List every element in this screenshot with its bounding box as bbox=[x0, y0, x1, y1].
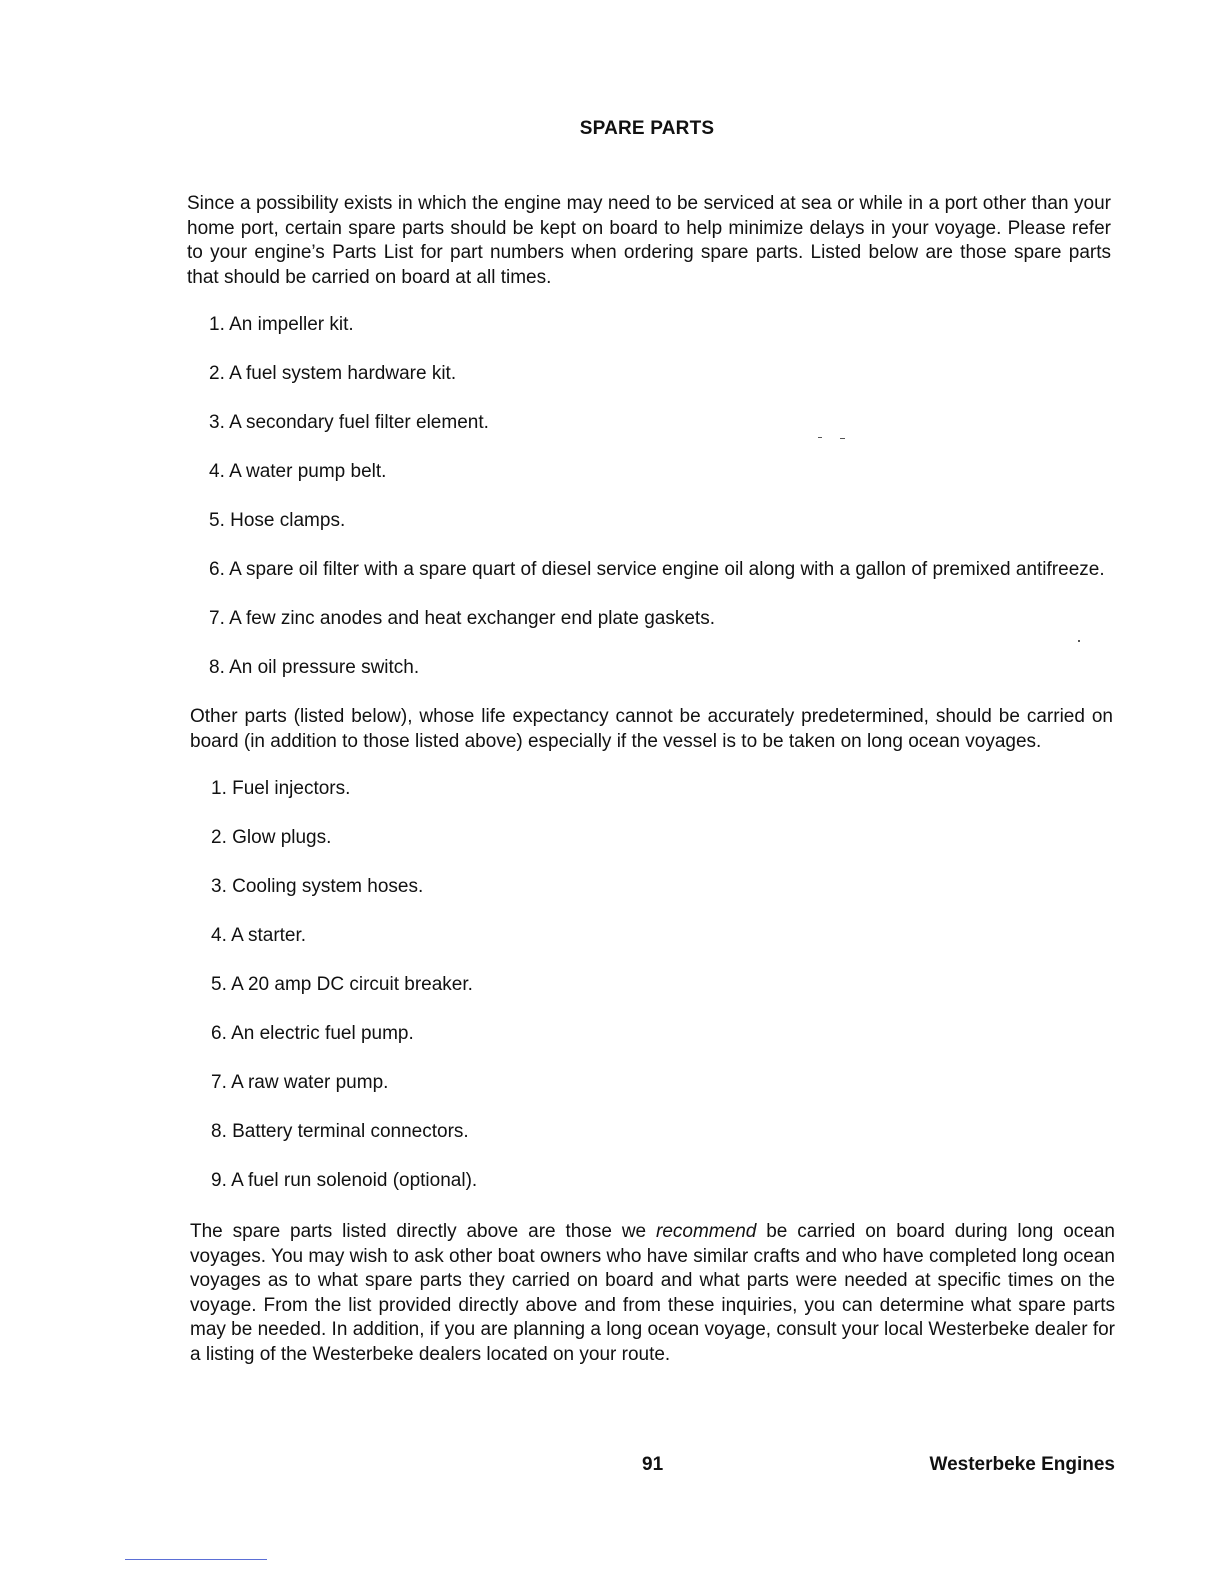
list-item: 7. A raw water pump. bbox=[211, 1072, 389, 1093]
other-parts-paragraph: Other parts (listed below), whose life expectancy cannot be accurately predetermined, should be carried on board (in addition to those listed above) especially if the vessel is to be taken on long ocean voyages. bbox=[190, 706, 1113, 752]
list-item: 7. A few zinc anodes and heat exchanger end plate gaskets. bbox=[209, 608, 715, 629]
closing-text-start: The spare parts listed directly above are those we bbox=[190, 1221, 657, 1242]
list-item: 2. A fuel system hardware kit. bbox=[209, 363, 457, 384]
page-title: SPARE PARTS bbox=[579, 118, 715, 139]
closing-paragraph bbox=[190, 1220, 1115, 1368]
list-item: 1. An impeller kit. bbox=[209, 314, 354, 335]
closing-text-end: be carried on board during long ocean voyages. You may wish to ask other boat owners who have similar crafts and who have completed long ocean voyages as to what spare parts they carried on board and what parts were needed at specific times on the voyage. From the list provided directly above and from these inquiries, you can determine what spare parts may be needed. In addition, if you are planning a long ocean voyage, consult your local Westerbeke dealer for a listing of the Westerbeke dealers located on your route. bbox=[190, 1221, 1115, 1365]
list-item: 3. A secondary fuel filter element. bbox=[209, 412, 489, 433]
footer-brand: Westerbeke Engines bbox=[929, 1454, 1115, 1475]
list-item: 6. A spare oil filter with a spare quart of diesel service engine oil along with a gallon of premixed antifreeze. bbox=[209, 559, 1105, 580]
list-item: 6. An electric fuel pump. bbox=[211, 1023, 414, 1044]
closing-emphasis: recommend bbox=[656, 1221, 757, 1242]
list-item: 1. Fuel injectors. bbox=[211, 778, 351, 799]
intro-paragraph: Since a possibility exists in which the engine may need to be serviced at sea or while in a port other than your home port, certain spare parts should be kept on board to help minimize delays in your voyage. Please refer to your engine’s Parts List for part numbers when ordering spare parts. Listed below are those spare parts that should be carried on board at all times. bbox=[187, 193, 1111, 288]
list-item: 5. Hose clamps. bbox=[209, 510, 346, 531]
list-item: 5. A 20 amp DC circuit breaker. bbox=[211, 974, 473, 995]
list-item: 8. An oil pressure switch. bbox=[209, 657, 420, 678]
scan-speck bbox=[1078, 640, 1080, 642]
scan-speck bbox=[818, 437, 822, 438]
list-item: 4. A water pump belt. bbox=[209, 461, 387, 482]
page-number: 91 bbox=[642, 1454, 664, 1475]
bottom-rule bbox=[125, 1559, 267, 1560]
scan-speck bbox=[840, 438, 845, 439]
list-item: 3. Cooling system hoses. bbox=[211, 876, 424, 897]
list-item: 8. Battery terminal connectors. bbox=[211, 1121, 469, 1142]
list-item: 9. A fuel run solenoid (optional). bbox=[211, 1170, 478, 1191]
list-item: 2. Glow plugs. bbox=[211, 827, 332, 848]
list-item: 4. A starter. bbox=[211, 925, 307, 946]
